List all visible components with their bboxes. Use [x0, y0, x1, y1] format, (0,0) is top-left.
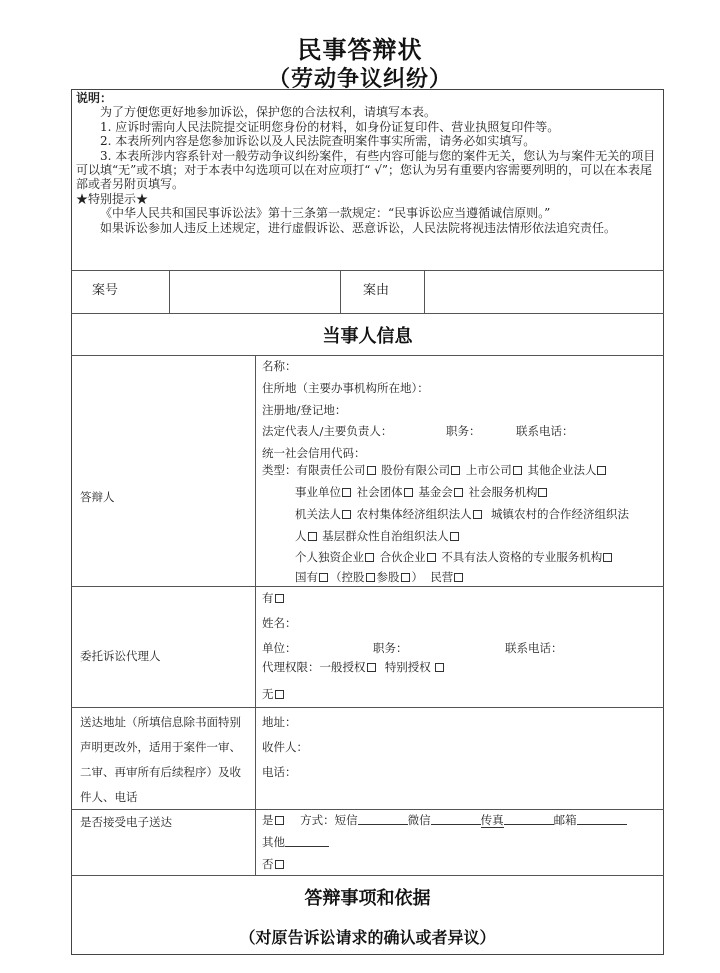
checkbox[interactable]: [435, 663, 444, 672]
respondent-type-line-1: 类型：有限责任公司 股份有限公司 上市公司 其他企业法人: [262, 462, 608, 478]
checkbox[interactable]: [450, 532, 459, 541]
respondent-type-line-2: 事业单位 社会团体 基金会 社会服务机构: [295, 484, 549, 500]
document-subtitle: （劳动争议纠纷）: [267, 66, 452, 92]
checkbox[interactable]: [401, 573, 410, 582]
delivery-label-line: 二审、再审所有后续程序）及收: [80, 765, 241, 779]
other-field[interactable]: [285, 834, 329, 847]
case-number-field[interactable]: [172, 274, 336, 310]
checkbox[interactable]: [473, 510, 482, 519]
respondent-domicile[interactable]: 住所地（主要办事机构所在地）：: [262, 381, 429, 395]
sms-field[interactable]: [358, 812, 408, 825]
defense-subtitle: （对原告诉讼请求的确认或者异议）: [239, 928, 496, 947]
electronic-delivery-label: 是否接受电子送达: [80, 815, 172, 829]
divider: [71, 313, 664, 314]
case-cause-field[interactable]: [427, 274, 659, 310]
type-label: 类型：: [262, 463, 297, 477]
instructions-item-1: 1. 应诉时需向人民法院提交证明您身份的材料，如身份证复印件、营业执照复印件等。: [100, 119, 560, 134]
checkbox[interactable]: [367, 663, 376, 672]
electronic-other: 其他: [262, 834, 329, 850]
checkbox[interactable]: [513, 466, 522, 475]
special-notice-2: 如果诉讼参加人违反上述规定，进行虚假诉讼、恶意诉讼，人民法院将视违法情形依法追究责任。: [100, 220, 617, 235]
checkbox[interactable]: [366, 573, 375, 582]
electronic-delivery-methods: 是 方式：短信 微信 传真 邮箱: [262, 812, 627, 828]
respondent-credit-code[interactable]: 统一社会信用代码：: [262, 446, 366, 460]
respondent-position[interactable]: 职务：: [446, 424, 481, 438]
instructions-heading: 说明：: [76, 91, 113, 105]
checkbox[interactable]: [454, 573, 463, 582]
checkbox[interactable]: [603, 553, 612, 562]
fax-field[interactable]: [504, 812, 554, 825]
agent-yes-option: 有: [262, 590, 286, 606]
checkbox[interactable]: [538, 488, 547, 497]
agent-label: 委托诉讼代理人: [80, 649, 161, 663]
divider: [169, 270, 170, 313]
agent-authority: 代理权限：一般授权 特别授权: [262, 659, 446, 675]
delivery-label-line: 声明更改外，适用于案件一审、: [80, 740, 241, 754]
divider: [71, 355, 664, 356]
checkbox[interactable]: [308, 532, 317, 541]
respondent-legal-rep[interactable]: 法定代表人/主要负责人：: [262, 424, 393, 438]
checkbox[interactable]: [427, 553, 436, 562]
instructions-block: [76, 91, 660, 235]
divider: [71, 707, 664, 708]
checkbox[interactable]: [451, 466, 460, 475]
checkbox[interactable]: [275, 816, 284, 825]
agent-name[interactable]: 姓名：: [262, 616, 297, 630]
checkbox[interactable]: [404, 488, 413, 497]
instructions-intro: 为了方便您更好地参加诉讼，保护您的合法权利，请填写本表。: [100, 105, 437, 120]
checkbox[interactable]: [367, 466, 376, 475]
respondent-registered[interactable]: 注册地/登记地：: [262, 403, 347, 417]
respondent-phone[interactable]: 联系电话：: [516, 424, 574, 438]
email-field[interactable]: [577, 812, 627, 825]
defense-title: 答辩事项和依据: [304, 888, 431, 909]
respondent-type-line-4: 人 基层群众性自治组织法人: [295, 528, 461, 544]
instructions-item-3: 3. 本表所涉内容系针对一般劳动争议纠纷案件，有些内容可能与您的案件无关，您认为与案件无关的项目可以填“无”或不填；对于本表中勾选项可以在对应项打“ √”；您认为另有重要内容需要列明的，可以在本表尾部或者另附页填写。: [76, 148, 656, 192]
checkbox[interactable]: [342, 510, 351, 519]
party-info-title: 当事人信息: [322, 326, 413, 347]
agent-unit[interactable]: 单位：: [262, 641, 297, 655]
special-notice-1: 《中华人民共和国民事诉讼法》第十三条第一款规定：“民事诉讼应当遵循诚信原则。”: [100, 206, 551, 221]
agent-position[interactable]: 职务：: [373, 641, 408, 655]
delivery-recipient[interactable]: 收件人：: [262, 740, 308, 754]
respondent-name[interactable]: 名称：: [262, 359, 297, 373]
case-cause-label: 案由: [363, 283, 390, 298]
document-title: 民事答辩状: [297, 35, 423, 64]
delivery-address[interactable]: 地址：: [262, 715, 297, 729]
checkbox[interactable]: [342, 488, 351, 497]
special-notice-heading: ★特别提示★: [76, 191, 149, 206]
checkbox[interactable]: [275, 594, 284, 603]
wechat-field[interactable]: [431, 812, 481, 825]
divider: [71, 586, 664, 587]
checkbox[interactable]: [319, 573, 328, 582]
delivery-phone[interactable]: 电话：: [262, 765, 297, 779]
case-number-label: 案号: [92, 283, 119, 298]
respondent-type-line-5: 个人独资企业 合伙企业 不具有法人资格的专业服务机构: [295, 549, 614, 565]
divider: [255, 355, 256, 875]
agent-phone[interactable]: 联系电话：: [505, 641, 563, 655]
respondent-type-line-3: 机关法人 农村集体经济组织法人 城镇农村的合作经济组织法: [295, 507, 629, 521]
checkbox[interactable]: [275, 860, 284, 869]
divider: [71, 875, 664, 876]
divider: [340, 270, 341, 313]
delivery-label-line: 送达地址（所填信息除书面特别: [80, 715, 241, 729]
divider: [71, 270, 664, 271]
checkbox[interactable]: [365, 553, 374, 562]
respondent-type-line-6: 国有 （控股 参股 ） 民营: [295, 569, 465, 585]
divider: [424, 270, 425, 313]
agent-no-option: 无: [262, 686, 286, 702]
checkbox[interactable]: [275, 690, 284, 699]
instructions-item-2: 2. 本表所列内容是您参加诉讼以及人民法院查明案件事实所需，请务必如实填写。: [100, 134, 536, 149]
delivery-label-line: 件人、电话: [80, 790, 138, 804]
electronic-no-option: 否: [262, 856, 286, 872]
divider: [71, 809, 664, 810]
checkbox[interactable]: [597, 466, 606, 475]
checkbox[interactable]: [454, 488, 463, 497]
respondent-label: 答辩人: [80, 490, 115, 504]
